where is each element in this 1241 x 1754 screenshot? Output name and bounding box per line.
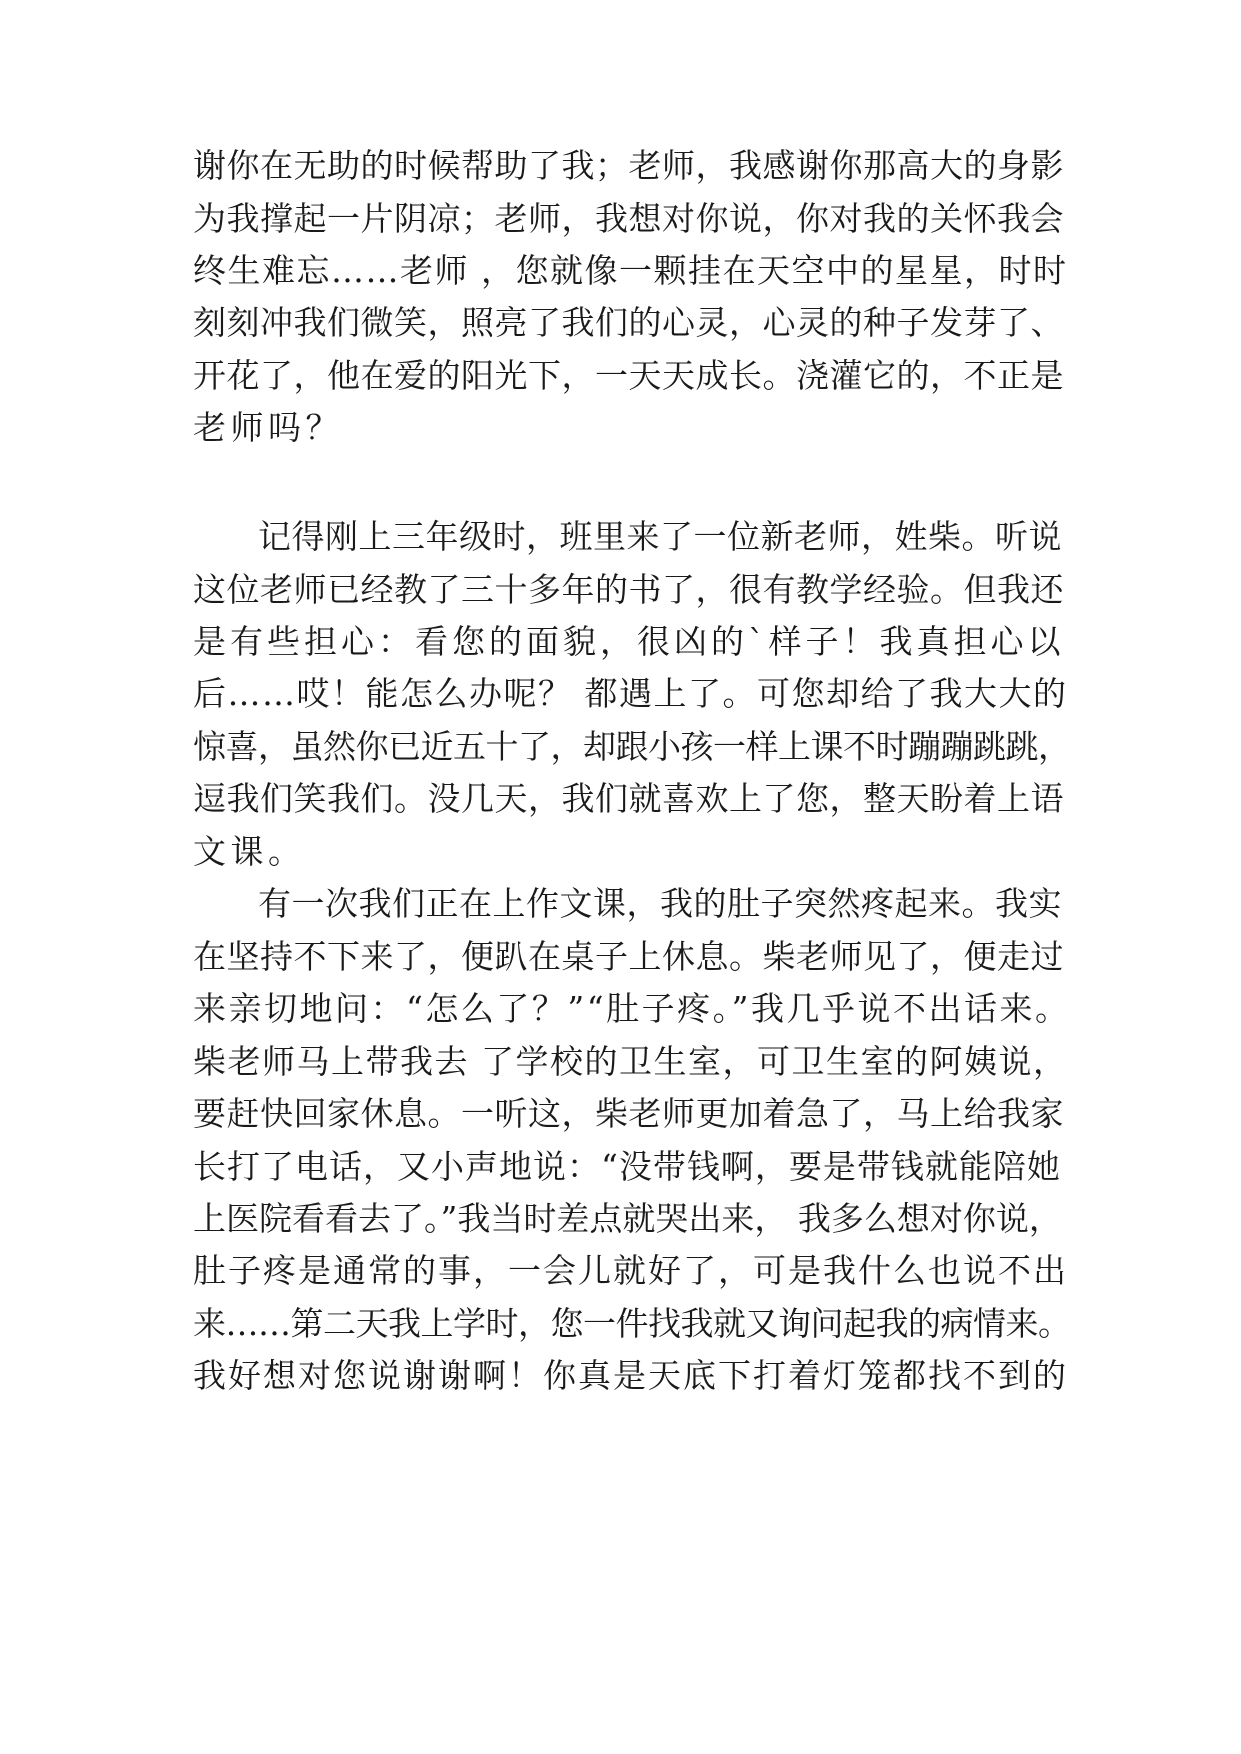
text-line: 谢你在无助的时候帮助了我；老师，我感谢你那高大的身影: [193, 146, 1064, 185]
text-line: 肚子疼是通常的事，一会儿就好了，可是我什么也说不出: [193, 1251, 1068, 1290]
text-line: 是有些担心：看您的面貌，很凶的`样子！我真担心以: [193, 622, 1065, 661]
text-line: 这位老师已经教了三十多年的书了，很有教学经验。但我还: [193, 570, 1064, 609]
text-line: 逗我们笑我们。没几天，我们就喜欢上了您，整天盼着上语: [193, 779, 1064, 818]
text-line: 后……哎！能怎么办呢？ 都遇上了。可您却给了我大大的: [193, 674, 1068, 713]
paragraph-first-line: 有一次我们正在上作文课，我的肚子突然疼起来。我实: [258, 884, 1062, 923]
text-line: 开花了，他在爱的阳光下，一天天成长。浇灌它的，不正是: [193, 356, 1064, 395]
text-line: 柴老师马上带我去 了学校的卫生室，可卫生室的阿姨说，: [193, 1042, 1068, 1081]
text-line: 来亲切地问：“怎么了？”“肚子疼。”我几乎说不出话来。: [193, 989, 1071, 1028]
text-line: 长打了电话，又小声地说：“没带钱啊，要是带钱就能陪她: [193, 1147, 1061, 1186]
text-line: 我好想对您说谢谢啊！你真是天底下打着灯笼都找不到的: [193, 1356, 1068, 1395]
text-line: 来……第二天我上学时，您一件找我就又询问起我的病情来。: [193, 1304, 1071, 1343]
text-line: 惊喜，虽然你已近五十了，却跟小孩一样上课不时蹦蹦跳跳，: [193, 727, 1071, 766]
text-line: 上医院看看去了。”我当时差点就哭出来， 我多么想对你说，: [193, 1199, 1062, 1238]
text-line: 文课。: [193, 832, 306, 871]
paragraph-first-line: 记得刚上三年级时，班里来了一位新老师，姓柴。听说: [258, 517, 1062, 556]
text-line: 刻刻冲我们微笑，照亮了我们的心灵，心灵的种子发芽了、: [193, 303, 1064, 342]
text-line: 为我撑起一片阴凉；老师，我想对你说，你对我的关怀我会: [193, 199, 1064, 238]
text-line: 在坚持不下来了，便趴在桌子上休息。柴老师见了，便走过: [193, 937, 1064, 976]
text-line: 要赶快回家休息。一听这，柴老师更加着急了，马上给我家: [193, 1094, 1064, 1133]
text-line: 老师吗？: [193, 408, 343, 447]
text-line: 终生难忘……老师 ，您就像一颗挂在天空中的星星，时时: [193, 251, 1068, 290]
